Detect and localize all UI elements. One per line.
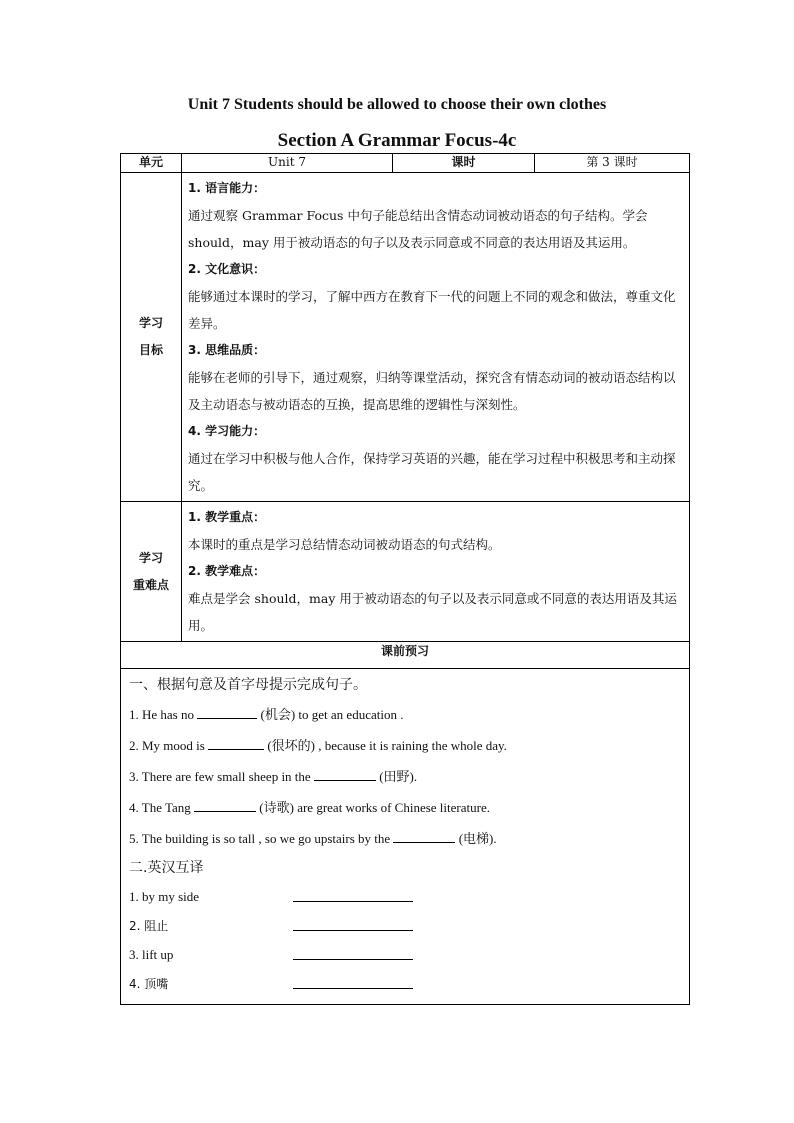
period-label: 课时 xyxy=(393,154,535,173)
answer-blank[interactable] xyxy=(208,736,264,750)
answer-blank[interactable] xyxy=(314,767,376,781)
sentence-item: 4. The Tang (诗歌) are great works of Chinese literature. xyxy=(129,800,490,815)
translation-item: 3. lift up xyxy=(129,940,681,969)
objective-text: 能够在老师的引导下，通过观察，归纳等课堂活动，探究含有情态动词的被动语态结构以及主动语态与被动语态的互换，提高思维的逻辑性与深刻性。 xyxy=(188,370,676,412)
keypoints-label: 学习 重难点 xyxy=(121,502,182,642)
translation-item: 1. by my side xyxy=(129,882,681,911)
keypoints-content xyxy=(182,502,690,642)
sentence-item: 2. My mood is (很坏的) , because it is raining the whole day. xyxy=(129,738,507,753)
sentence-item: 5. The building is so tall , so we go upstairs by the (电梯). xyxy=(129,831,497,846)
header-row xyxy=(121,154,690,173)
preview-content xyxy=(121,669,690,1005)
document-title: Unit 7 Students should be allowed to choose their own clothes xyxy=(187,96,607,113)
objective-text: 通过观察 Grammar Focus 中句子能总结出含情态动词被动语态的句子结构。学会 should，may 用于被动语态的句子以及表示同意或不同意的表达用语及其运用。 xyxy=(188,208,648,250)
objective-heading: 4. 学习能力： xyxy=(188,424,266,438)
section1-title: 一、根据句意及首字母提示完成句子。 xyxy=(129,677,367,693)
objectives-content xyxy=(182,173,690,502)
objective-heading: 1. 语言能力： xyxy=(188,181,266,195)
preview-header: 课前预习 xyxy=(121,642,690,669)
objectives-label: 学习 目标 xyxy=(121,173,182,502)
keypoints-row xyxy=(121,502,690,642)
keypoint-text: 本课时的重点是学习总结情态动词被动语态的句式结构。 xyxy=(188,537,501,552)
document-subtitle: Section A Grammar Focus-4c xyxy=(277,130,517,151)
objectives-row xyxy=(121,173,690,502)
answer-blank[interactable] xyxy=(197,705,257,719)
keypoint-heading: 1. 教学重点： xyxy=(188,510,266,524)
period-value: 第 3 课时 xyxy=(535,154,690,173)
lesson-plan-table xyxy=(120,153,690,1005)
answer-line[interactable] xyxy=(293,988,413,989)
objective-text: 通过在学习中积极与他人合作，保持学习英语的兴趣，能在学习过程中积极思考和主动探究。 xyxy=(188,451,676,493)
objective-heading: 3. 思维品质： xyxy=(188,343,266,357)
answer-line[interactable] xyxy=(293,901,413,902)
answer-blank[interactable] xyxy=(194,798,256,812)
objective-heading: 2. 文化意识： xyxy=(188,262,266,276)
translation-item: 2. 阻止 xyxy=(129,911,681,940)
answer-blank[interactable] xyxy=(393,829,455,843)
preview-header-row xyxy=(121,642,690,669)
keypoint-heading: 2. 教学难点： xyxy=(188,564,266,578)
sentence-item: 3. There are few small sheep in the (田野). xyxy=(129,769,418,784)
unit-value: Unit 7 xyxy=(182,154,393,173)
answer-line[interactable] xyxy=(293,930,413,931)
sentence-item: 1. He has no (机会) to get an education . xyxy=(129,707,404,722)
unit-label: 单元 xyxy=(121,154,182,173)
translation-item: 4. 顶嘴 xyxy=(129,969,681,998)
keypoint-text: 难点是学会 should，may 用于被动语态的句子以及表示同意或不同意的表达用语及其运用。 xyxy=(188,591,677,633)
objective-text: 能够通过本课时的学习，了解中西方在教育下一代的问题上不同的观念和做法，尊重文化差异。 xyxy=(188,289,676,331)
answer-line[interactable] xyxy=(293,959,413,960)
preview-row xyxy=(121,669,690,1005)
section2-title: 二.英汉互译 xyxy=(129,860,204,876)
